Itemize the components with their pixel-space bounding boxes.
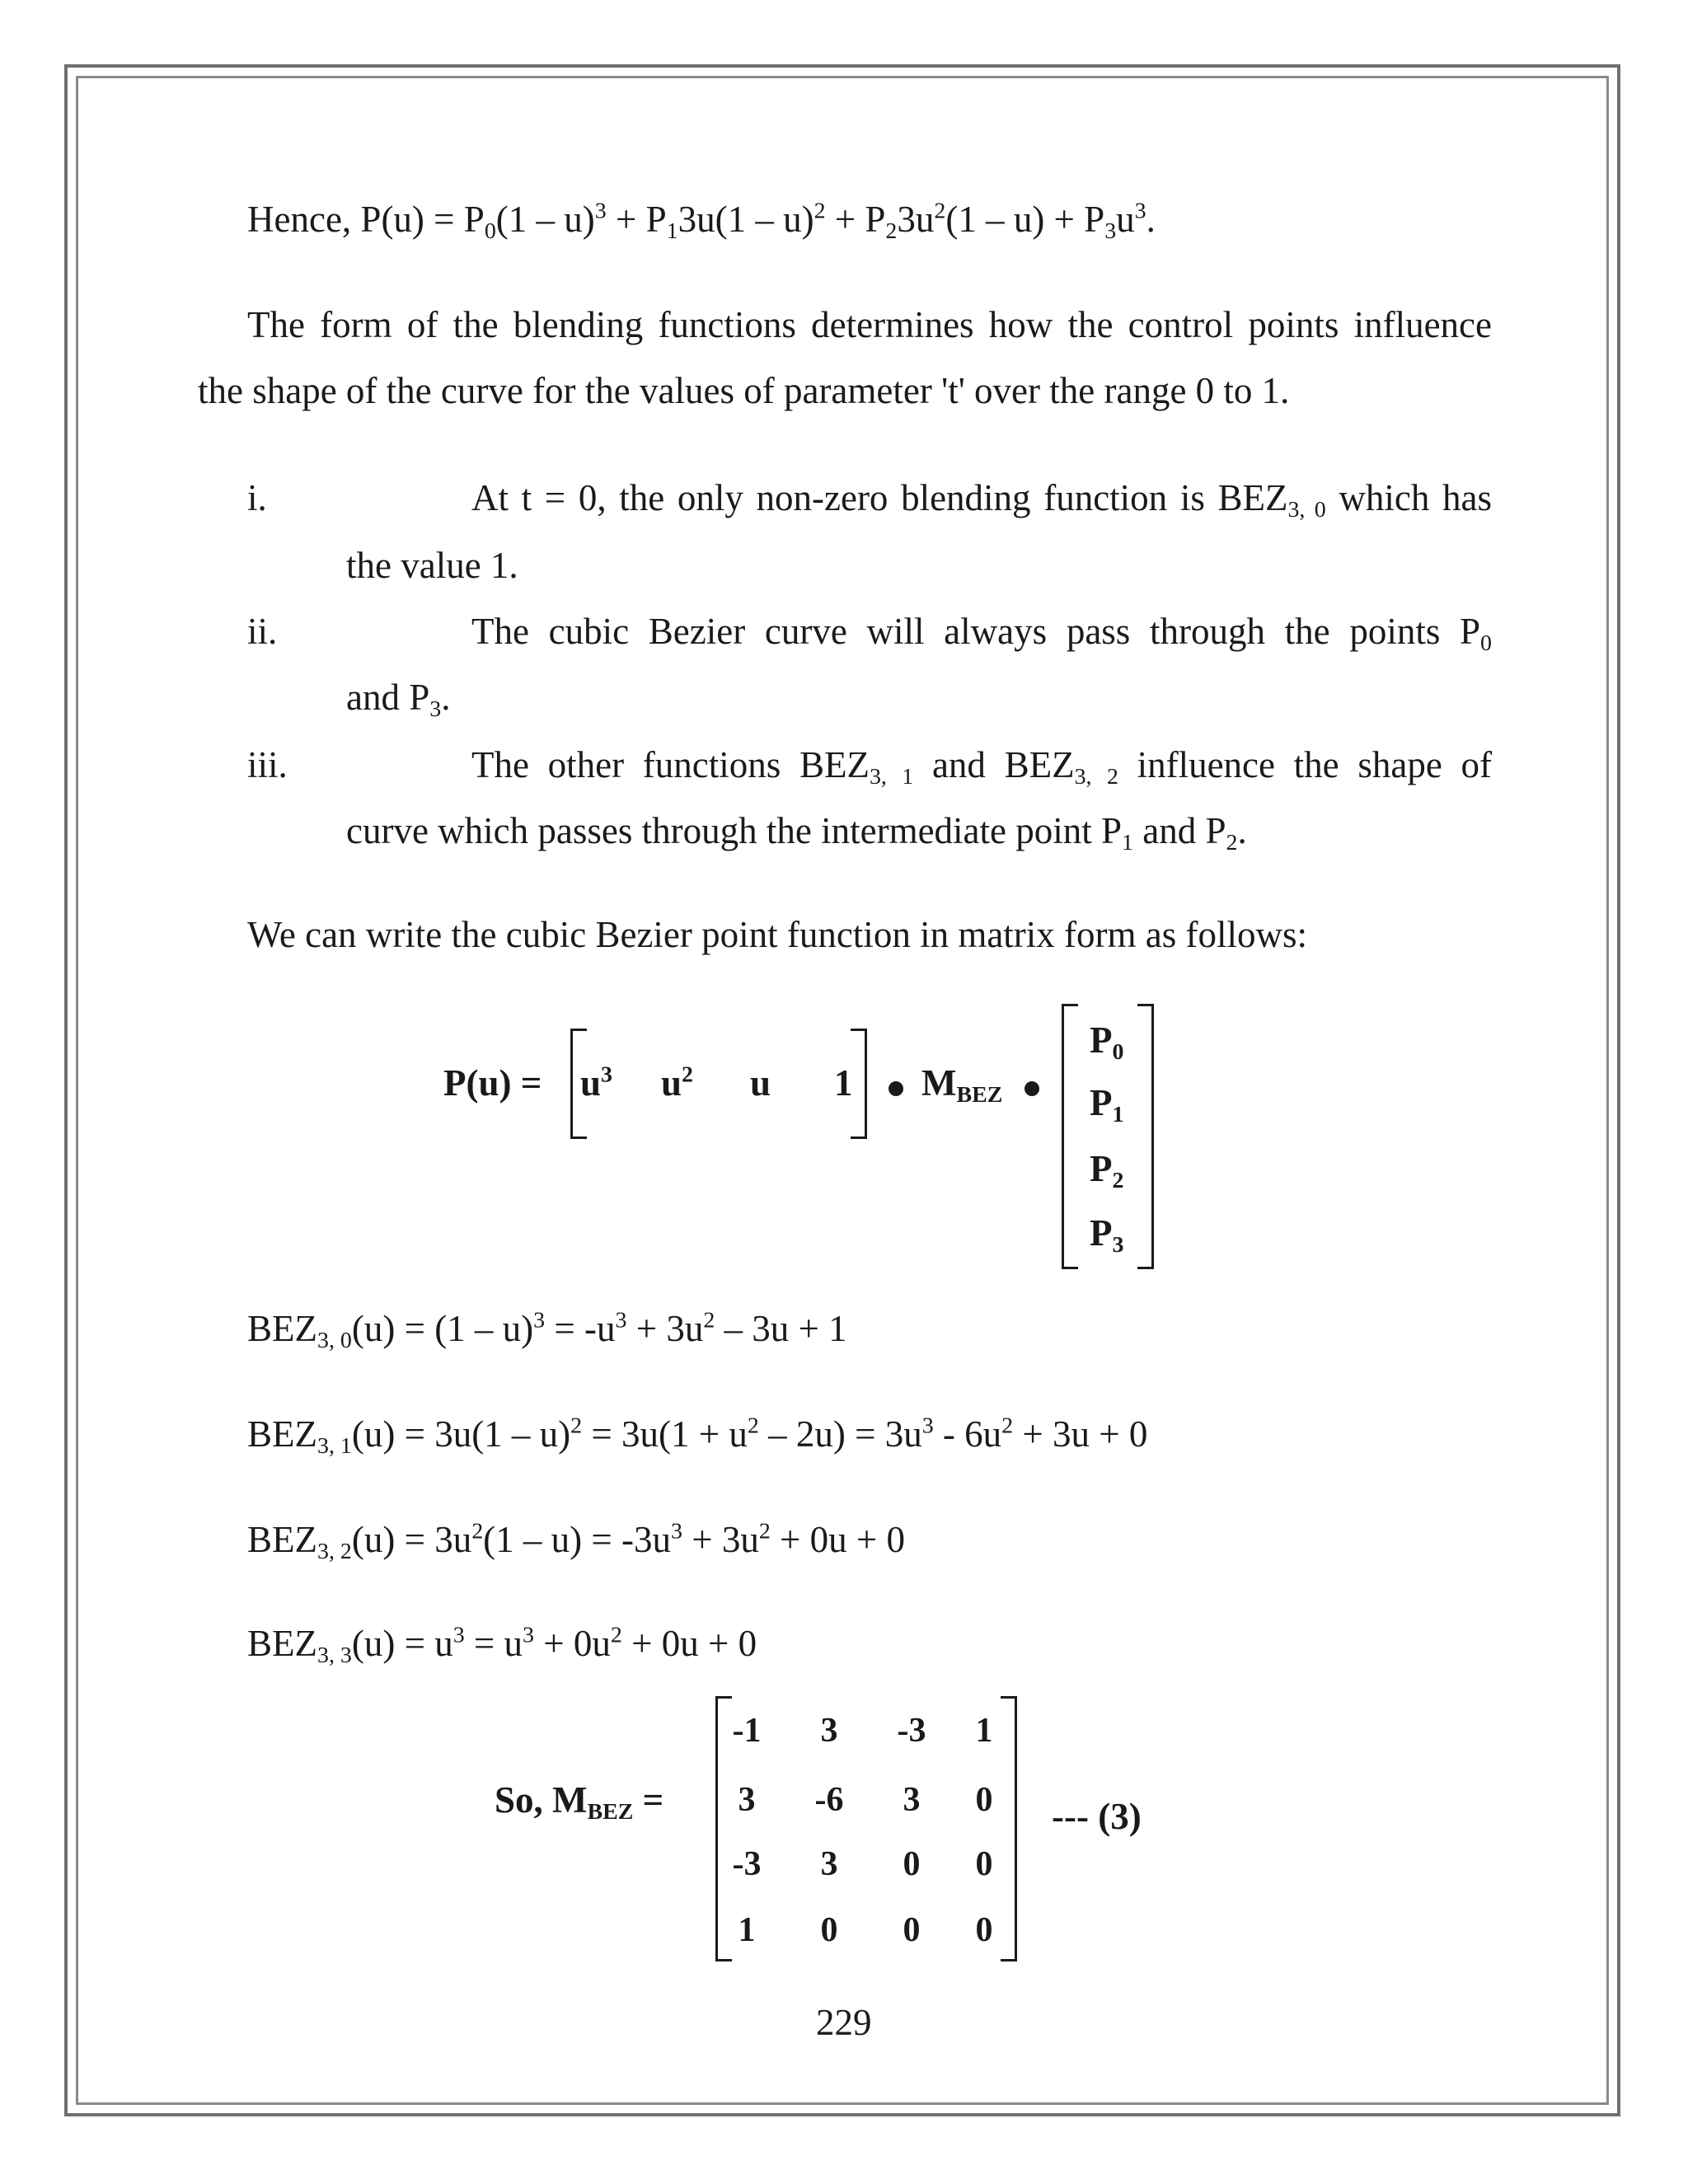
mbez-cell: 3 — [820, 1845, 838, 1883]
row-bracket-right — [851, 1029, 867, 1139]
paragraph-line-2: the shape of the curve for the values of parameter 't' over the range 0 to 1. — [198, 370, 1290, 411]
col-p0: $P_0$ — [1090, 1019, 1124, 1065]
mbez-cell: 3 — [738, 1781, 756, 1819]
mbez-cell: -3 — [732, 1845, 762, 1883]
mbez-cell: 1 — [738, 1911, 756, 1949]
col-bracket-left — [1062, 1004, 1078, 1269]
mbez-cell: 0 — [903, 1845, 921, 1883]
row-u2: $u^2$ — [661, 1062, 693, 1104]
mbez-lhs: So, $M_{BEZ}$ = — [495, 1779, 664, 1825]
row-u: u — [750, 1062, 771, 1104]
col-bracket-right — [1137, 1004, 1154, 1269]
mbez-cell: 3 — [820, 1712, 838, 1750]
dot-operator-1 — [889, 1081, 903, 1096]
equation-number: --- (3) — [1052, 1796, 1142, 1837]
col-p2: $P_2$ — [1090, 1148, 1124, 1193]
mbez-cell: 0 — [975, 1911, 993, 1949]
mbez-cell: 0 — [820, 1911, 838, 1949]
mbez-cell: 0 — [903, 1911, 921, 1949]
bez-3-0: $BEZ_{3, 0}(u) = (1 - u)^3 = -u^3 + 3u^2 - 3u + 1$ — [247, 1307, 847, 1353]
list-number-ii: ii. — [247, 611, 278, 652]
list-item-iii: The other functions $BEZ_{3, 1}$ and $BEZ_{3, 2}$ influence the shape of — [471, 744, 1492, 790]
bez-3-1: $BEZ_{3, 1}(u) = 3u(1 - u)^2 = 3u(1 + u^2 - 2u) = 3u^3 - 6u^2 + 3u + 0$ — [247, 1413, 1148, 1459]
mbez-cell: 3 — [903, 1781, 921, 1819]
bez-3-3: $BEZ_{3, 3}(u) = u^3 = u^3 + 0u^2 + 0u + 0$ — [247, 1622, 757, 1668]
paragraph-line-1: The form of the blending functions determines how the control points influence — [247, 304, 1492, 345]
row-one: 1 — [834, 1062, 853, 1104]
row-u3: $u^3$ — [580, 1062, 612, 1104]
pu-lhs: P(u) = — [443, 1062, 542, 1104]
mbez-cell: -3 — [897, 1712, 926, 1750]
bez-3-2: $BEZ_{3, 2}(u) = 3u^2(1 - u) = -3u^3 + 3u^2 + 0u + 0$ — [247, 1518, 906, 1564]
col-p3: $P_3$ — [1090, 1212, 1124, 1258]
list-number-i: i. — [247, 477, 267, 518]
list-item-ii: The cubic Bezier curve will always pass through the points $P_0$ — [471, 611, 1492, 656]
col-p1: $P_1$ — [1090, 1082, 1124, 1127]
m-bez: $M_{BEZ}$ — [921, 1062, 1003, 1108]
mbez-cell: -1 — [732, 1712, 762, 1750]
mbez-cell: 0 — [975, 1781, 993, 1819]
mbez-cell: 0 — [975, 1845, 993, 1883]
list-item-ii-cont: and $P_3$. — [346, 677, 451, 722]
mbez-cell: -6 — [814, 1781, 844, 1819]
list-number-iii: iii. — [247, 744, 288, 785]
list-item-i: At t = 0, the only non-zero blending function is $BEZ_{3, 0}$ which has — [471, 477, 1492, 523]
dot-operator-2 — [1025, 1081, 1039, 1096]
mbez-cell: 1 — [975, 1712, 993, 1750]
hence-equation: Hence, $P(u) = P_0(1 - u)^3 + P_13u(1 - u)^2 + P_23u^2(1 - u) + P_3u^3$. — [247, 198, 1156, 244]
list-item-iii-cont: curve which passes through the intermediate point $P_1$ and $P_2$. — [346, 810, 1247, 855]
matrix-intro: We can write the cubic Bezier point function in matrix form as follows: — [247, 914, 1307, 955]
list-item-i-cont: the value 1. — [346, 545, 518, 586]
page-number: 229 — [816, 2002, 872, 2043]
